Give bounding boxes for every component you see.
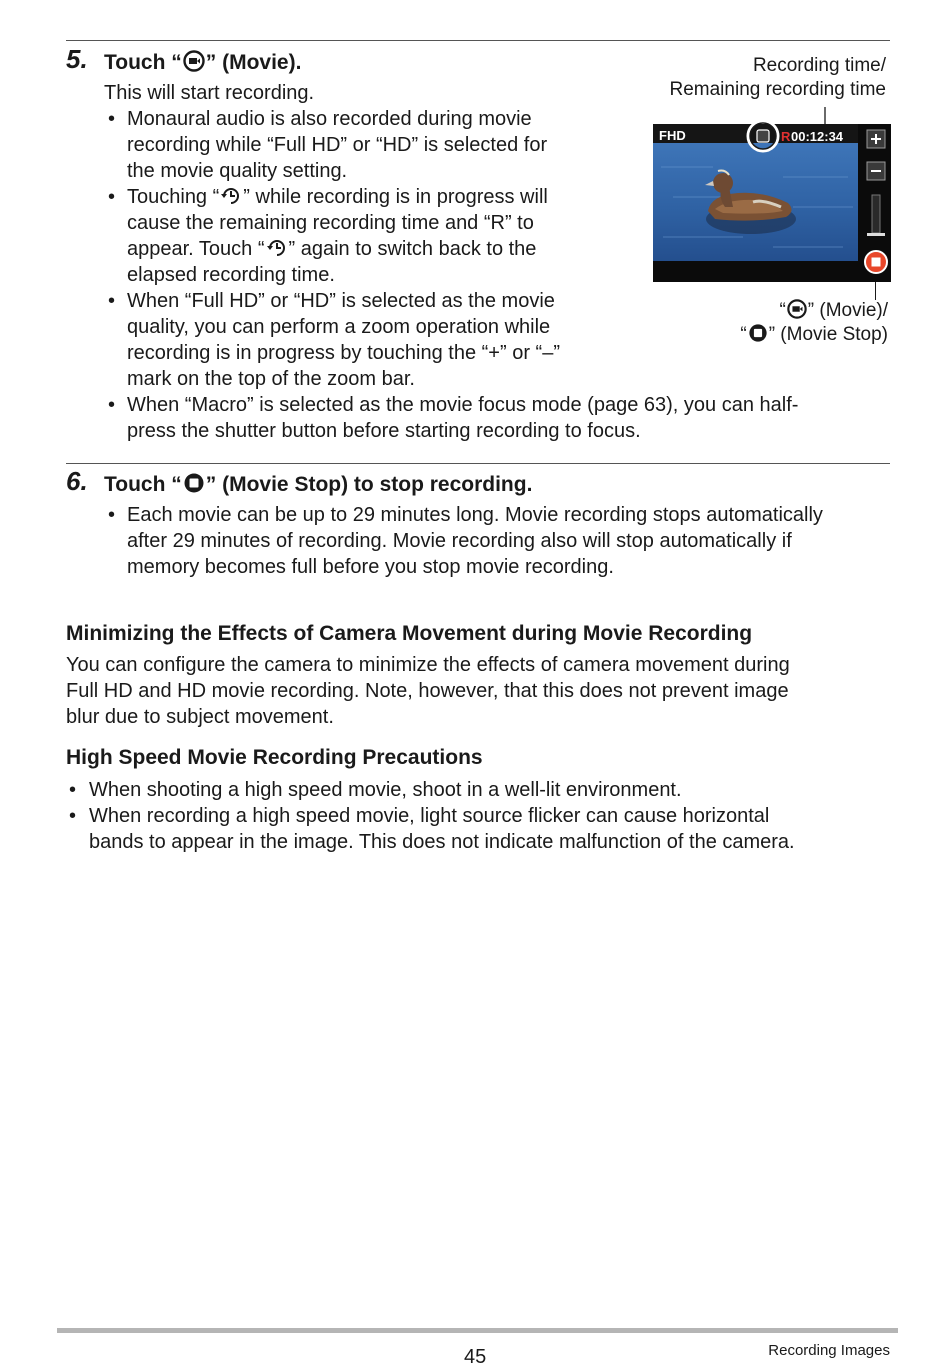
movie-camera-icon — [183, 50, 205, 72]
movie-stop-icon — [748, 323, 768, 343]
minimizing-line-2: Full HD and HD movie recording. Note, however, that this does not prevent image — [66, 680, 789, 702]
step-5-title: Touch “ ” (Movie). — [104, 51, 302, 74]
caption-movie: “ ” (Movie)/ — [779, 300, 888, 321]
step-5-number: 5. — [66, 44, 88, 74]
step-6-number: 6. — [66, 466, 88, 496]
screen-r-indicator: R — [781, 129, 791, 144]
bullet-3-line-3: recording is in progress by touching the “+” or “–” — [127, 342, 560, 364]
camera-screen-illustration — [653, 107, 891, 282]
minimizing-line-3: blur due to subject movement. — [66, 706, 334, 728]
step-6-line-2: after 29 minutes of recording. Movie recording also will stop automatically if — [127, 530, 792, 552]
bullet-4-line-1: When “Macro” is selected as the movie focus mode (page 63), you can half- — [127, 394, 799, 416]
step-5-intro: This will start recording. — [104, 82, 315, 104]
bullet-1-line-1: Monaural audio is also recorded during movie — [127, 108, 532, 130]
movie-camera-icon — [787, 299, 807, 319]
bullet-marker: • — [69, 805, 77, 827]
step-6-line-1: Each movie can be up to 29 minutes long. Movie recording stops automatically — [127, 504, 823, 526]
bullet-marker: • — [108, 290, 116, 312]
movie-stop-icon — [183, 472, 205, 494]
bullet-marker: • — [108, 394, 116, 416]
bullet-4-line-2: press the shutter button before starting recording to focus. — [127, 420, 641, 442]
minimizing-line-1: You can configure the camera to minimize the effects of camera movement during — [66, 654, 790, 676]
caption-remaining-time: Remaining recording time — [669, 79, 886, 100]
heading-high-speed: High Speed Movie Recording Precautions — [66, 746, 483, 769]
bullet-2-line-2: cause the remaining recording time and “R” to — [127, 212, 534, 234]
bullet-marker: • — [108, 186, 116, 208]
bullet-marker: • — [108, 504, 116, 526]
page-number: 45 — [464, 1346, 487, 1368]
bullet-1-line-3: the movie quality setting. — [127, 160, 348, 182]
time-toggle-icon — [266, 236, 288, 258]
bullet-marker: • — [108, 108, 116, 130]
time-toggle-icon — [220, 184, 242, 206]
heading-minimizing: Minimizing the Effects of Camera Movement during Movie Recording — [66, 622, 753, 645]
screen-quality-label: FHD — [659, 128, 686, 143]
footer-bar — [57, 1328, 898, 1333]
bullet-1-line-2: recording while “Full HD” or “HD” is selected for — [127, 134, 548, 156]
high-speed-bullet-1: When shooting a high speed movie, shoot in a well-lit environment. — [89, 779, 682, 801]
top-rule — [66, 40, 890, 41]
step-6-title: Touch “ ” (Movie Stop) to stop recording. — [104, 473, 533, 496]
caption-recording-time: Recording time/ — [752, 55, 886, 76]
step-6-line-3: memory becomes full before you stop movie recording. — [127, 556, 614, 578]
leader-line-bottom — [875, 282, 876, 300]
bullet-2-line-1: Touching “ ” while recording is in progress will — [127, 186, 548, 208]
bullet-3-line-4: mark on the top of the zoom bar. — [127, 368, 415, 390]
footer-section-title: Recording Images — [768, 1342, 890, 1359]
screen-time: 00:12:34 — [791, 129, 844, 144]
bullet-3-line-2: quality, you can perform a zoom operation while — [127, 316, 551, 338]
high-speed-bullet-2-line-1: When recording a high speed movie, light source flicker can cause horizontal — [89, 805, 770, 827]
bullet-2-line-3: appear. Touch “ ” again to switch back to the — [127, 238, 537, 260]
camera-screen — [653, 107, 891, 282]
high-speed-bullet-2-line-2: bands to appear in the image. This does not indicate malfunction of the camera. — [89, 831, 795, 853]
step-6-rule — [66, 463, 890, 464]
bullet-marker: • — [69, 779, 77, 801]
bullet-3-line-1: When “Full HD” or “HD” is selected as the movie — [127, 290, 555, 312]
bullet-2-line-4: elapsed recording time. — [127, 264, 335, 286]
caption-movie-stop: “ ” (Movie Stop) — [740, 324, 888, 345]
